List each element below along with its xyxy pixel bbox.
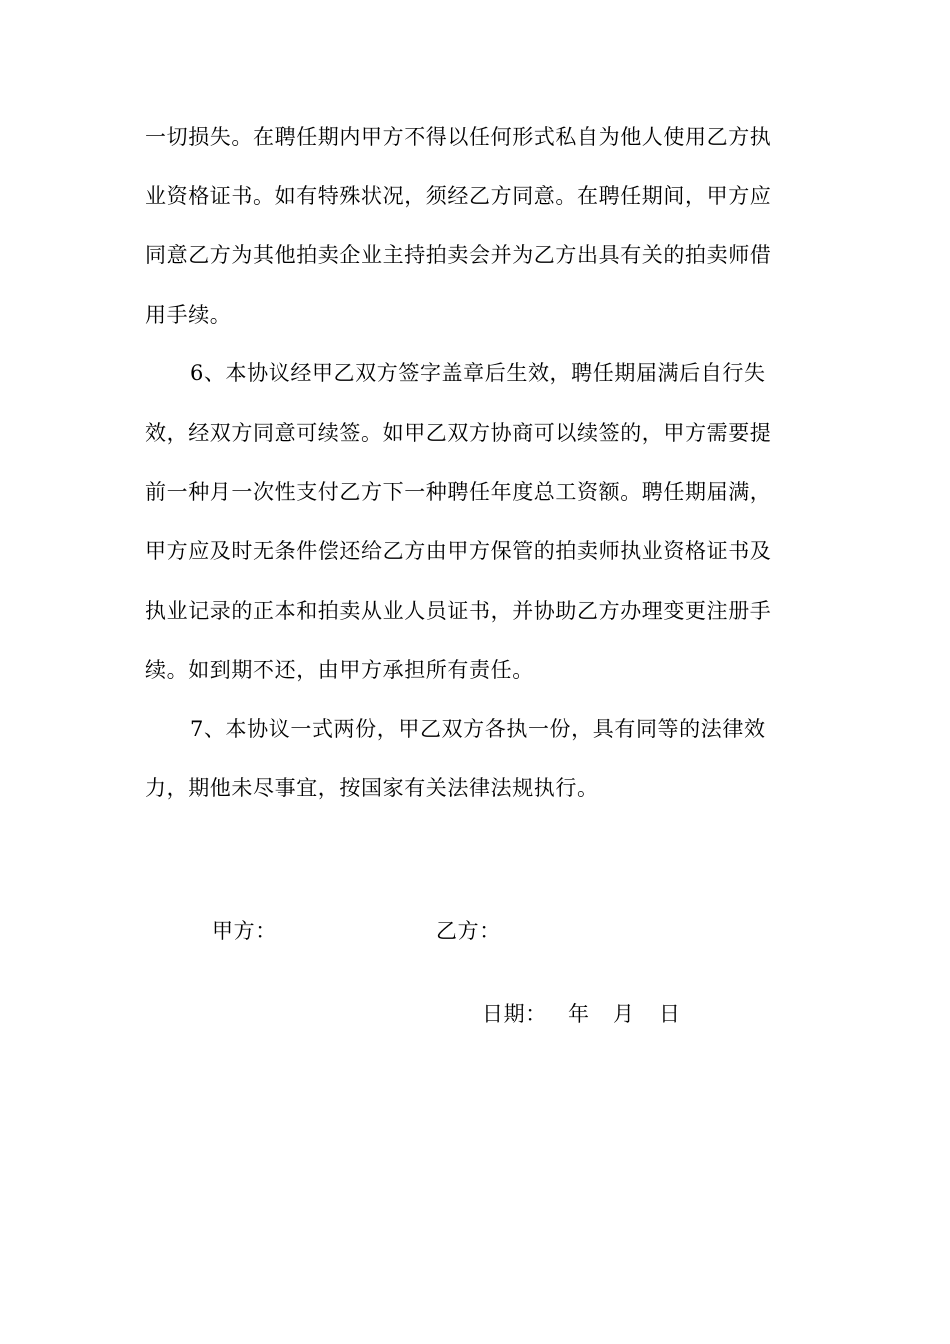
party-a-label: 甲方： — [212, 919, 277, 943]
text-line: 业资格证书。如有特殊状况，须经乙方同意。在聘任期间，甲方应 — [145, 184, 772, 208]
date-label: 日期： — [482, 1002, 547, 1026]
text-line: 续。如到期不还，由甲方承担所有责任。 — [145, 658, 534, 682]
text-line: 前一种月一次性支付乙方下一种聘任年度总工资额。聘任期届满， — [145, 480, 772, 504]
text-line: 用手续。 — [145, 303, 232, 327]
text-line: 力，期他未尽事宜，按国家有关法律法规执行。 — [145, 776, 599, 800]
text-line: 一切损失。在聘任期内甲方不得以任何形式私自为他人使用乙方执 — [145, 125, 772, 149]
date-year: 年 — [568, 1002, 590, 1026]
text-line: 甲方应及时无条件偿还给乙方由甲方保管的拍卖师执业资格证书及 — [145, 539, 772, 563]
clause-7-start: 7、本协议一式两份，甲乙双方各执一份，具有同等的法律效 — [190, 717, 766, 741]
date-day: 日 — [659, 1002, 681, 1026]
text-line: 同意乙方为其他拍卖企业主持拍卖会并为乙方出具有关的拍卖师借 — [145, 243, 772, 267]
clause-6-start: 6、本协议经甲乙双方签字盖章后生效，聘任期届满后自行失 — [190, 361, 766, 385]
date-month: 月 — [613, 1002, 635, 1026]
party-b-label: 乙方： — [436, 919, 501, 943]
text-line: 执业记录的正本和拍卖从业人员证书，并协助乙方办理变更注册手 — [145, 599, 772, 623]
text-line: 效，经双方同意可续签。如甲乙双方协商可以续签的，甲方需要提 — [145, 421, 772, 445]
